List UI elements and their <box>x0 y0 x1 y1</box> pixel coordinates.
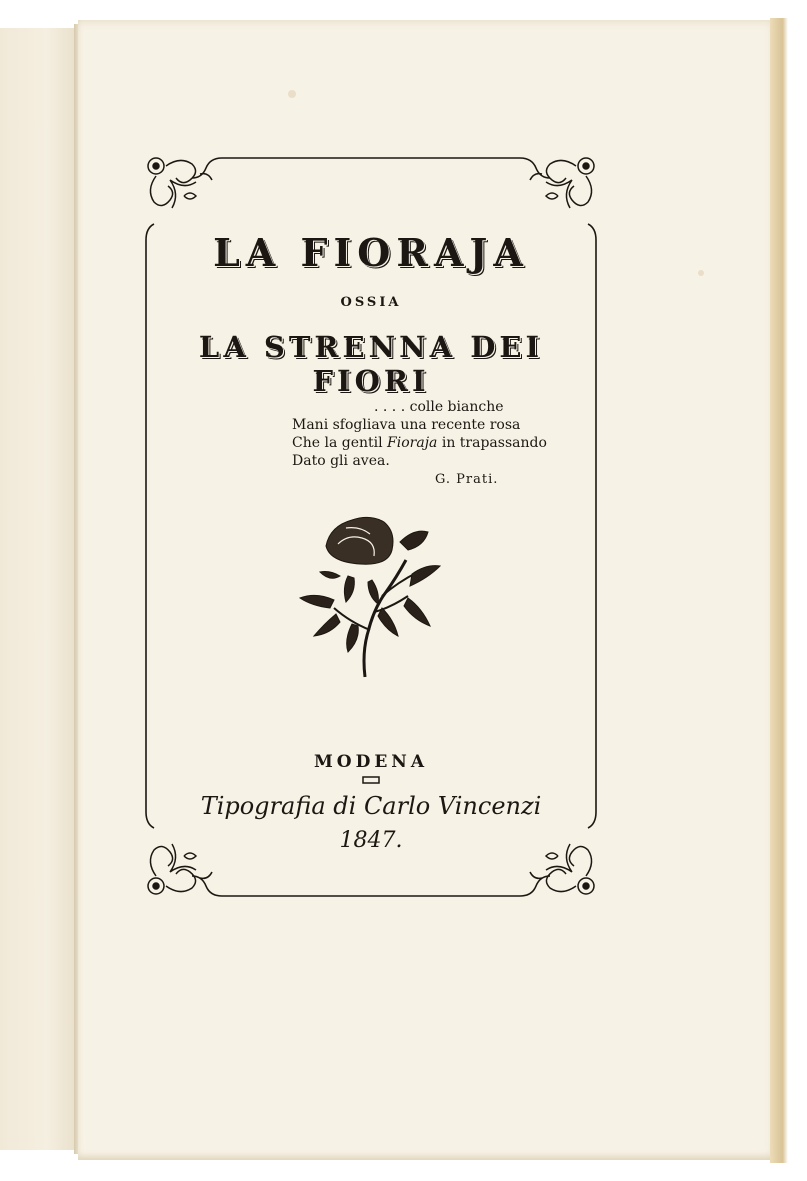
epigraph-text: Che la gentil <box>292 435 388 451</box>
title-connector: OSSIA <box>340 295 402 310</box>
foxing-spot <box>698 270 704 276</box>
epigraph-line <box>292 434 592 452</box>
ornamental-frame <box>140 150 602 902</box>
epigraph-line: Mani sfogliava una recente rosa <box>292 417 521 433</box>
ornamental-rule <box>362 776 380 784</box>
epigraph-line: Dato gli avea. <box>292 453 390 469</box>
imprint-year: 1847. <box>339 828 403 853</box>
epigraph-text: in trapassando <box>437 435 547 451</box>
page-edge <box>770 18 788 1163</box>
epigraph-line: . . . . colle bianche <box>374 399 504 415</box>
epigraph <box>292 398 592 470</box>
foxing-spot <box>288 90 296 98</box>
epigraph-italic-word: Fioraja <box>387 435 438 451</box>
rose-engraving-icon <box>290 512 450 682</box>
corner-ornament-top-left <box>148 158 212 208</box>
epigraph-author: G. Prati. <box>435 472 499 487</box>
book-subtitle: LA STRENNA DEI FIORI <box>198 330 544 398</box>
corner-ornament-top-right <box>530 158 594 208</box>
imprint-printer: Tipografia di Carlo Vincenzi <box>200 792 542 820</box>
imprint-city: MODENA <box>313 752 429 772</box>
book-title: LA FIORAJA <box>213 230 529 275</box>
left-page <box>0 28 79 1150</box>
